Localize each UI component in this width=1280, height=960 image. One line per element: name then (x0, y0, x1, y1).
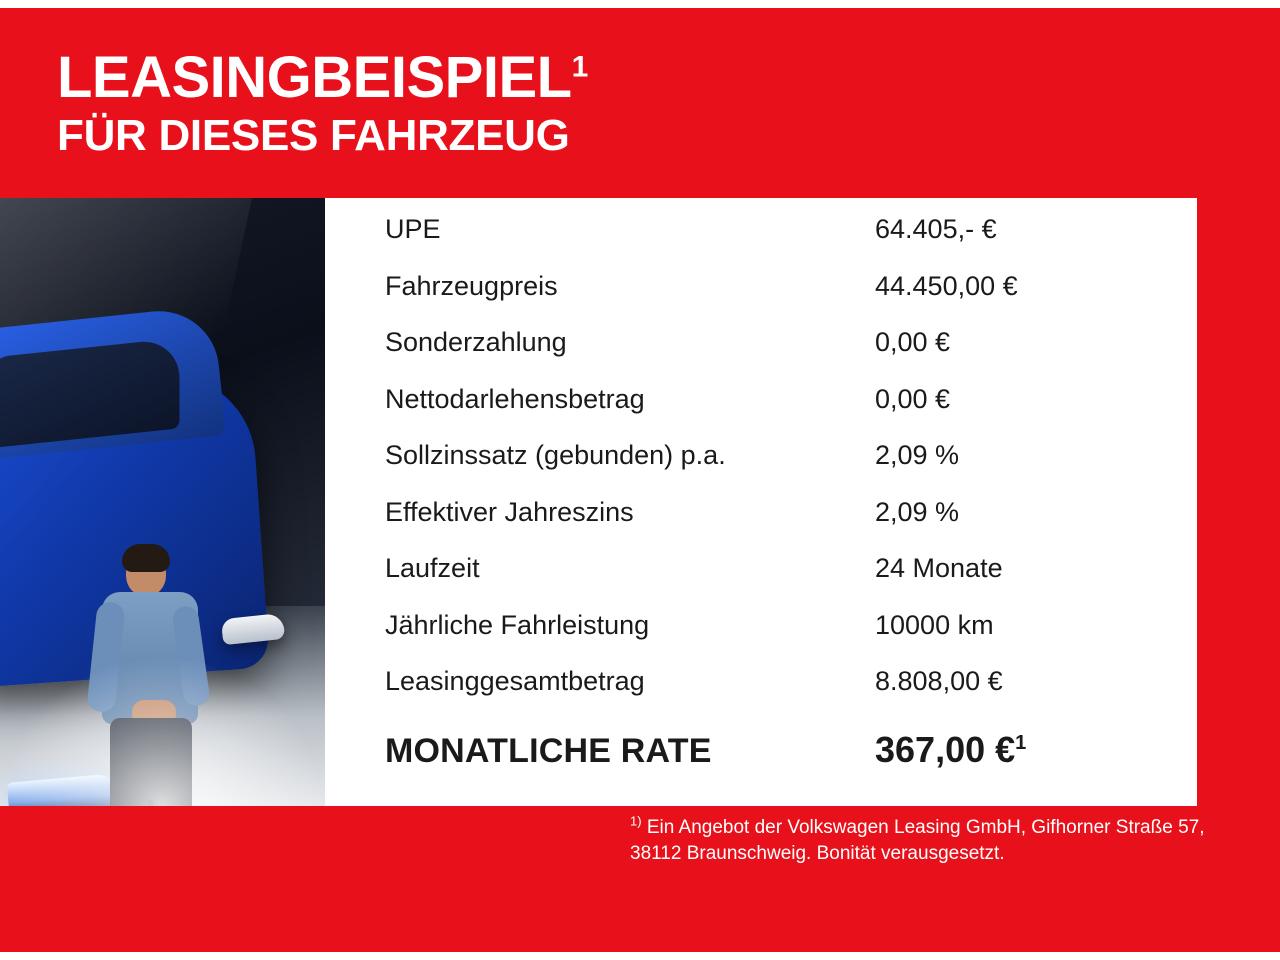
row-label: Sonderzahlung (385, 327, 567, 357)
footnote-text: Ein Angebot der Volkswagen Leasing GmbH, Gifhorner Straße 57, 38112 Braunschweig. Bonität verausgesetzt. (630, 817, 1205, 864)
row-value: 2,09 % (875, 496, 960, 527)
row-value: 24 Monate (875, 553, 1003, 583)
row-value: 8.808,00 € (875, 666, 1003, 696)
table-row (385, 271, 1145, 328)
footnote-marker: 1) (630, 813, 642, 829)
photo-mist-overlay (0, 656, 325, 806)
table-row (385, 214, 1145, 271)
leasing-details-table (385, 214, 1145, 799)
table-row (385, 327, 1145, 384)
headline-secondary: FÜR DIESES FAHRZEUG (57, 111, 570, 160)
monthly-rate-row (385, 729, 1145, 799)
row-value: 0,00 € (875, 383, 951, 414)
row-value: 2,09 % (875, 440, 960, 470)
footnote (630, 815, 1210, 867)
table-row (385, 553, 1145, 610)
vehicle-photo (0, 198, 325, 806)
person-hair (122, 544, 170, 572)
row-label: Leasinggesamtbetrag (385, 666, 645, 696)
headline-primary-text: LEASINGBEISPIEL (57, 45, 572, 110)
row-value: 10000 km (875, 609, 994, 640)
monthly-rate-footnote-marker: 1 (1015, 731, 1027, 754)
row-value: 0,00 € (875, 327, 951, 357)
row-label: Fahrzeugpreis (385, 270, 558, 301)
headline-primary (57, 45, 1157, 110)
table-row (385, 440, 1145, 497)
row-value: 64.405,- € (875, 214, 997, 244)
row-label: Laufzeit (385, 553, 480, 583)
table-row (385, 384, 1145, 441)
row-value: 44.450,00 € (875, 270, 1018, 301)
monthly-rate-amount: 367,00 € (875, 728, 1016, 770)
row-label: Jährliche Fahrleistung (385, 609, 650, 640)
monthly-rate-label: MONATLICHE RATE (385, 731, 712, 770)
table-row (385, 497, 1145, 554)
leasing-details-card (325, 198, 1197, 806)
headline-block (57, 45, 1157, 160)
row-label: Sollzinssatz (gebunden) p.a. (385, 440, 726, 470)
monthly-rate-value (875, 729, 1026, 771)
table-row (385, 666, 1145, 723)
row-label: UPE (385, 214, 441, 244)
row-label: Nettodarlehensbetrag (385, 383, 645, 414)
row-label: Effektiver Jahreszins (385, 496, 634, 527)
table-row (385, 610, 1145, 667)
headline-footnote-marker: 1 (571, 50, 588, 84)
